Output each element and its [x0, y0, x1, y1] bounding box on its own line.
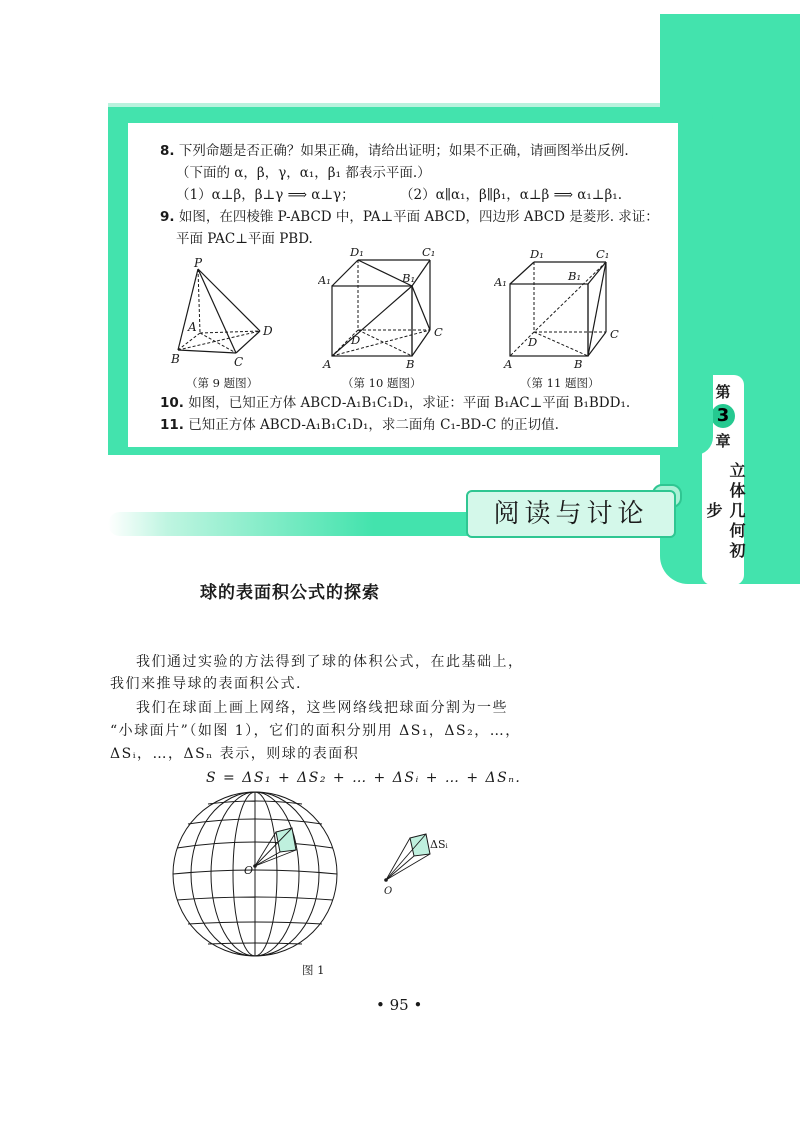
- label-A: A: [323, 357, 332, 371]
- surface-piece: [276, 828, 296, 852]
- paragraph-1-line-2: 我们来推导球的表面积公式.: [110, 676, 302, 692]
- label-C1: C₁: [422, 245, 436, 259]
- figure-10-cube: [318, 244, 448, 372]
- figure-11-caption: （第 11 题图）: [520, 376, 600, 390]
- piece-center-label: O: [384, 886, 393, 897]
- label-A: A: [188, 320, 197, 334]
- figure-1-globe: [168, 788, 348, 963]
- chapter-title: 立体几何初步: [704, 462, 746, 562]
- exercise-number: 8.: [160, 143, 175, 159]
- paragraph-2-line-3: ΔSᵢ，…，ΔSₙ 表示，则球的表面积: [110, 746, 360, 762]
- exercise-text: 下列命题是否正确？如果正确，请给出证明；如果不正确，请画图举出反例.: [178, 143, 629, 159]
- label-B1: B₁: [402, 271, 416, 285]
- page-number: • 95 •: [376, 996, 423, 1014]
- article-title: 球的表面积公式的探索: [200, 583, 380, 603]
- figure-1-piece: [380, 830, 470, 900]
- surface-area-formula: S = ΔS₁ + ΔS₂ + … + ΔSᵢ + … + ΔSₙ.: [206, 770, 522, 786]
- exercise-text: 如图，在四棱锥 P-ABCD 中，PA⊥平面 ABCD，四边形 ABCD 是菱形. 求证：: [178, 209, 659, 225]
- exercise-10: [160, 393, 630, 413]
- label-B: B: [406, 357, 415, 371]
- exercise-8-note: （下面的 α，β，γ，α₁，β₁ 都表示平面.）: [176, 165, 431, 181]
- exercise-9-cont: 平面 PAC⊥平面 PBD.: [176, 231, 313, 247]
- label-A1: A₁: [494, 275, 507, 289]
- paragraph-2-line-1: 我们在球面上画上网络，这些网络线把球面分割为一些: [136, 700, 508, 716]
- exercise-text: 已知正方体 ABCD-A₁B₁C₁D₁，求二面角 C₁-BD-C 的正切值.: [188, 417, 559, 433]
- label-D: D: [351, 333, 361, 347]
- label-D1: D₁: [530, 247, 544, 261]
- label-A1: A₁: [318, 273, 331, 287]
- exercise-9: [160, 207, 659, 227]
- exercise-number: 10.: [160, 395, 184, 411]
- reading-banner: 阅读与讨论: [466, 490, 676, 538]
- label-D1: D₁: [350, 245, 364, 259]
- exercise-number: 11.: [160, 417, 184, 433]
- exercise-frame-top-line: [108, 103, 660, 107]
- label-A: A: [504, 357, 513, 371]
- label-P: P: [194, 256, 203, 270]
- label-C: C: [610, 327, 619, 341]
- globe-center-label: O: [244, 864, 254, 877]
- label-D: D: [263, 324, 273, 338]
- exercise-8-part-1: （1）α⊥β，β⊥γ ⟹ α⊥γ；: [176, 187, 355, 203]
- label-B: B: [574, 357, 583, 371]
- exercise-8: [160, 141, 629, 161]
- chapter-prefix: 第: [715, 383, 731, 401]
- paragraph-1-line-1: 我们通过实验的方法得到了球的体积公式，在此基础上，: [136, 654, 524, 670]
- label-D: D: [528, 335, 538, 349]
- figure-9-pyramid: [170, 255, 280, 375]
- figure-9-caption: （第 9 题图）: [186, 376, 259, 390]
- figure-1-caption: 图 1: [302, 963, 325, 977]
- figure-11-cube: [494, 244, 624, 372]
- label-C1: C₁: [596, 247, 610, 261]
- label-C: C: [234, 355, 244, 369]
- exercise-text: 如图，已知正方体 ABCD-A₁B₁C₁D₁，求证：平面 B₁AC⊥平面 B₁BDD₁.: [188, 395, 631, 411]
- chapter-number: 3: [711, 404, 735, 428]
- label-C: C: [434, 325, 443, 339]
- figure-10-caption: （第 10 题图）: [342, 376, 422, 390]
- piece-label: ΔSᵢ: [430, 838, 448, 851]
- paragraph-2-line-2: “小球面片”（如图 1），它们的面积分别用 ΔS₁，ΔS₂，…，: [110, 723, 521, 739]
- exercise-8-part-2: （2）α∥α₁，β∥β₁，α⊥β ⟹ α₁⊥β₁.: [400, 187, 623, 203]
- chapter-suffix: 章: [715, 432, 731, 450]
- label-B1: B₁: [568, 269, 582, 283]
- exercise-11: [160, 415, 559, 435]
- exercise-number: 9.: [160, 209, 175, 225]
- label-B: B: [171, 352, 180, 366]
